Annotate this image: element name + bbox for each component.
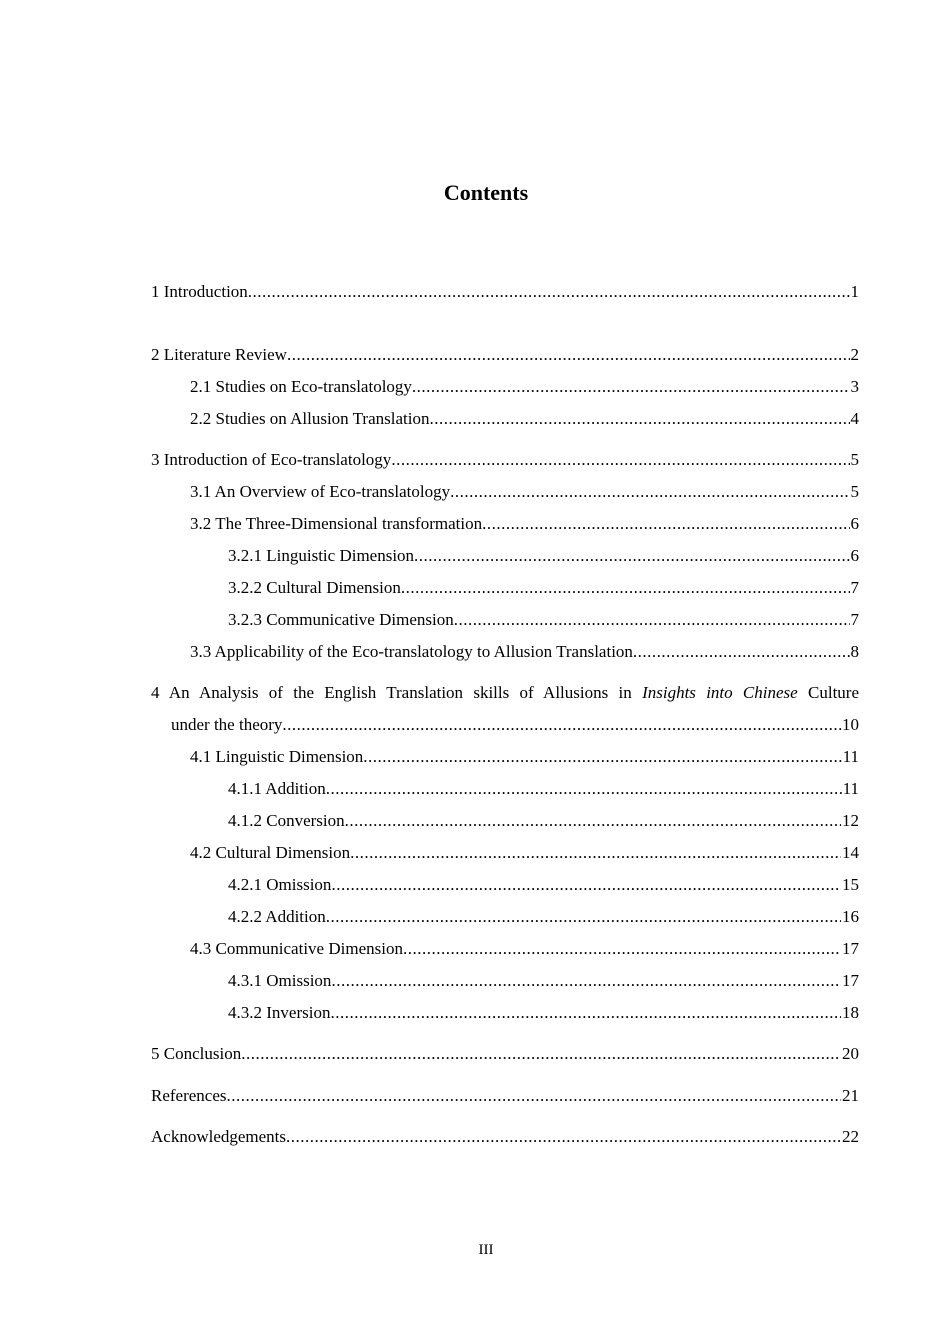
toc-entry-page: 8 (850, 642, 859, 661)
toc-entry-page: 16 (842, 907, 859, 926)
toc-dot-leader (363, 745, 841, 769)
toc-entry-label: Acknowledgements (151, 1127, 287, 1146)
toc-dot-leader (450, 480, 849, 504)
footer-page-number: III (478, 1242, 494, 1258)
toc-entry-label: 1 Introduction (151, 282, 248, 301)
toc-entry[interactable] (151, 343, 859, 367)
toc-dot-leader (401, 576, 850, 600)
toc-entry-label: 3.2 The Three-Dimensional transformation (190, 514, 483, 533)
toc-entry[interactable] (190, 375, 859, 399)
toc-entry[interactable] (151, 677, 859, 741)
toc-entry[interactable] (151, 1084, 859, 1108)
toc-entry[interactable] (228, 969, 859, 993)
toc-dot-leader (227, 1084, 841, 1108)
toc-entry[interactable] (151, 1042, 859, 1066)
toc-entry-page: 18 (842, 1003, 859, 1022)
toc-entry-label: 3.2.3 Communicative Dimension (228, 610, 454, 629)
toc-entry-label: 2 Literature Review (151, 345, 287, 364)
toc-entry-label: under the theory (171, 715, 283, 734)
toc-dot-leader (286, 1125, 841, 1149)
toc-entry[interactable] (228, 1001, 859, 1025)
toc-entry-page: 11 (842, 779, 859, 798)
toc-entry-page: 1 (850, 282, 859, 301)
toc-entry-label: 3.2.2 Cultural Dimension (228, 578, 401, 597)
toc-entry-label: 4.2.1 Omission (228, 875, 332, 894)
toc-entry-page: 6 (850, 546, 859, 565)
toc-entry-page: 4 (850, 409, 859, 428)
toc-entry-label: 4.1.1 Addition (228, 779, 326, 798)
toc-entry-label: 3.2.1 Linguistic Dimension (228, 546, 415, 565)
toc-entry-page: 14 (842, 843, 859, 862)
toc-entry-page: 17 (842, 939, 859, 958)
toc-entry-page: 6 (850, 514, 859, 533)
toc-entry[interactable] (190, 745, 859, 769)
toc-entry-label: 4.3.1 Omission (228, 971, 332, 990)
toc-dot-leader (331, 969, 841, 993)
toc-entry-page: 10 (842, 715, 859, 734)
toc-entry-label: 3.1 An Overview of Eco-translatology (190, 482, 451, 501)
toc-entry-label: 4.2.2 Addition (228, 907, 326, 926)
toc-entry-label: 4.3 Communicative Dimension (190, 939, 403, 958)
toc-entry-page: 15 (842, 875, 859, 894)
toc-entry[interactable] (228, 873, 859, 897)
toc-entry-page: 11 (842, 747, 859, 766)
toc-entry-page: 3 (850, 377, 859, 396)
toc-entry-page: 12 (842, 811, 859, 830)
toc-dot-leader (248, 280, 850, 304)
toc-entry[interactable] (228, 544, 859, 568)
toc-dot-leader (403, 937, 841, 961)
toc-entry[interactable] (190, 407, 859, 431)
toc-dot-leader (241, 1042, 841, 1066)
toc-entry-label: 5 Conclusion (151, 1044, 242, 1063)
toc-dot-leader (331, 873, 841, 897)
toc-dot-leader (350, 841, 841, 865)
toc-dot-leader (429, 407, 849, 431)
toc-dot-leader (633, 640, 850, 664)
toc-entry-page: 21 (842, 1086, 859, 1105)
toc-entry-label: 3 Introduction of Eco-translatology (151, 450, 392, 469)
page-title: Contents (443, 180, 529, 205)
toc-entry-label: 2.1 Studies on Eco-translatology (190, 377, 412, 396)
toc-entry-label: 2.2 Studies on Allusion Translation (190, 409, 430, 428)
toc-dot-leader (345, 809, 841, 833)
toc-entry-label: 4.1 Linguistic Dimension (190, 747, 364, 766)
toc-entry[interactable] (190, 480, 859, 504)
toc-entry-page: 2 (850, 345, 859, 364)
toc-dot-leader (282, 709, 841, 741)
toc-dot-leader (412, 375, 850, 399)
toc-dot-leader (326, 905, 841, 929)
toc-dot-leader (414, 544, 849, 568)
toc-entry[interactable] (228, 608, 859, 632)
toc-dot-leader (330, 1001, 841, 1025)
toc-entry[interactable] (190, 937, 859, 961)
toc-entry[interactable] (228, 905, 859, 929)
toc-entry[interactable] (190, 512, 859, 536)
toc-entry[interactable] (228, 777, 859, 801)
toc-entry[interactable] (151, 280, 859, 304)
toc-entry-label-line2 (151, 709, 859, 741)
toc-entry[interactable] (151, 1125, 859, 1149)
toc-entry-label: References (151, 1086, 227, 1105)
toc-entry[interactable] (151, 448, 859, 472)
toc-entry-label: 4.3.2 Inversion (228, 1003, 331, 1022)
toc-entry-page: 7 (850, 578, 859, 597)
toc-entry[interactable] (228, 809, 859, 833)
toc-dot-leader (482, 512, 849, 536)
toc-entry-page: 7 (850, 610, 859, 629)
toc-dot-leader (287, 343, 850, 367)
toc-dot-leader (454, 608, 850, 632)
toc-entry-page: 17 (842, 971, 859, 990)
toc-entry[interactable] (190, 640, 859, 664)
toc-entry-label-line1: 4 An Analysis of the English Translation skills of Allusions in Insights into Chinese Culture (151, 683, 860, 702)
toc-entry[interactable] (228, 576, 859, 600)
toc-entry-page: 20 (842, 1044, 859, 1063)
toc-entry-page: 5 (850, 482, 859, 501)
toc-entry[interactable] (190, 841, 859, 865)
toc-dot-leader (326, 777, 842, 801)
toc-entry-label: 4.1.2 Conversion (228, 811, 345, 830)
toc-entry-label: 3.3 Applicability of the Eco-translatology to Allusion Translation (190, 642, 633, 661)
toc-entry-page: 5 (850, 450, 859, 469)
toc-entry-page: 22 (842, 1127, 859, 1146)
toc-entry-label: 4.2 Cultural Dimension (190, 843, 351, 862)
toc-dot-leader (391, 448, 849, 472)
